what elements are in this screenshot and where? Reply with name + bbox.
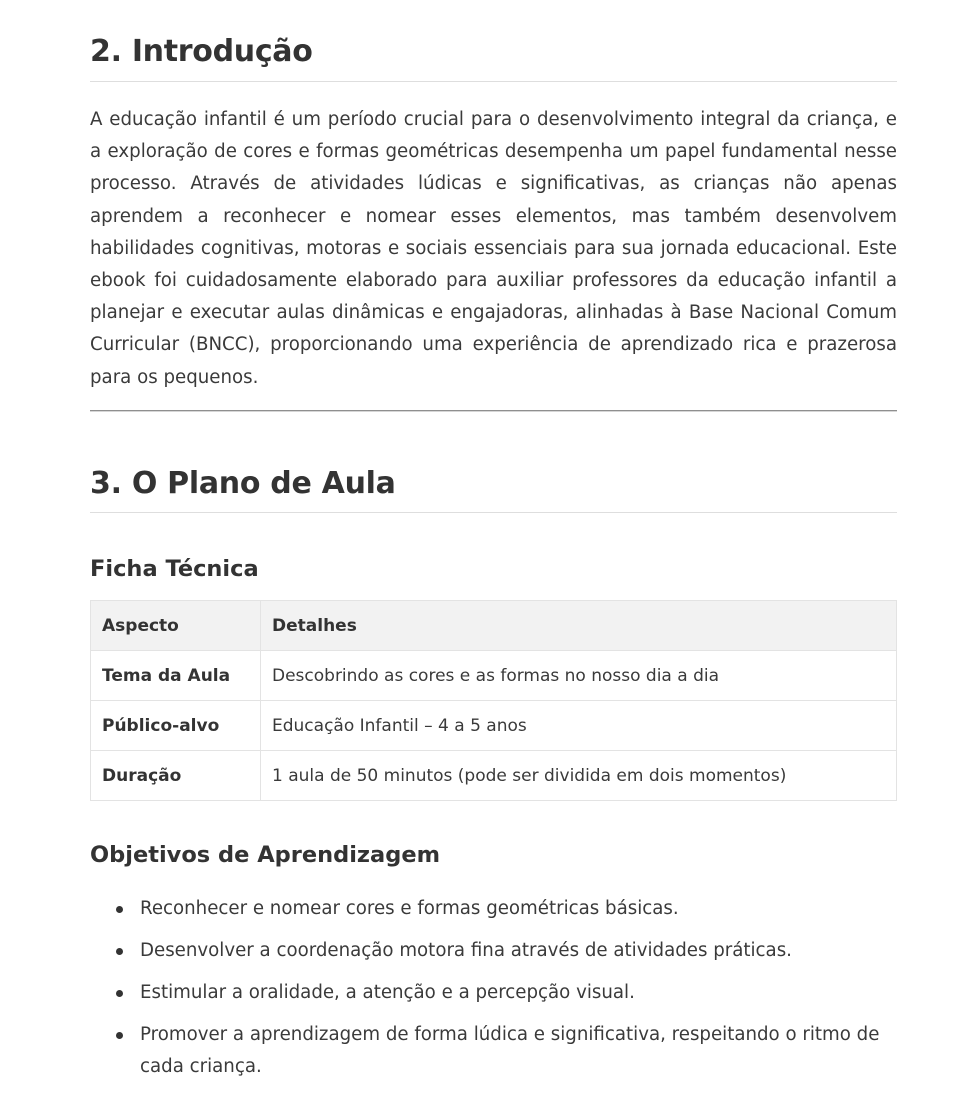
list-item-text: Promover a aprendizagem de forma lúdica e significativa, respeitando o ritmo de cada criança. — [140, 1024, 880, 1077]
column-header-aspecto: Aspecto — [91, 601, 261, 651]
table-row — [91, 651, 897, 701]
bullet-icon — [116, 1032, 123, 1039]
ficha-tecnica-table — [90, 600, 897, 801]
table-row — [91, 701, 897, 751]
row-aspecto: Público-alvo — [91, 701, 261, 751]
intro-paragraph: A educação infantil é um período crucial para o desenvolvimento integral da criança, e a exploração de cores e formas geométricas desempenha um papel fundamental nesse processo. Através de atividades lúdicas e significativas, as crianças não apenas aprendem a reconhecer e nomear esses elementos, mas também desenvolvem habilidades cognitivas, motoras e sociais essenciais para sua jornada educacional. Este ebook foi cuidadosamente elaborado para auxiliar professores da educação infantil a planejar e executar aulas dinâmicas e engajadoras, alinhadas à Base Nacional Comum Curricular (BNCC), proporcionando uma experiência de aprendizado rica e prazerosa para os pequenos. — [90, 109, 897, 388]
row-detalhes: Descobrindo as cores e as formas no nosso dia a dia — [261, 651, 897, 701]
section-heading-plano-de-aula: 3. O Plano de Aula — [90, 466, 396, 501]
heading-underline — [90, 512, 897, 513]
list-item-text: Estimular a oralidade, a atenção e a percepção visual. — [140, 982, 635, 1003]
heading-underline — [90, 81, 897, 82]
bullet-icon — [116, 948, 123, 955]
subheading-objetivos: Objetivos de Aprendizagem — [90, 842, 441, 868]
row-aspecto: Duração — [91, 751, 261, 801]
table-row — [91, 751, 897, 801]
subheading-ficha-tecnica: Ficha Técnica — [90, 556, 259, 582]
list-item — [90, 935, 897, 967]
list-item-text: Desenvolver a coordenação motora fina através de atividades práticas. — [140, 940, 792, 961]
bullet-icon — [116, 906, 123, 913]
list-item-text: Reconhecer e nomear cores e formas geométricas básicas. — [140, 898, 679, 919]
table-header-row — [91, 601, 897, 651]
bullet-icon — [116, 990, 123, 997]
objectives-list — [90, 893, 897, 1093]
list-item — [90, 893, 897, 925]
row-detalhes: 1 aula de 50 minutos (pode ser dividida em dois momentos) — [261, 751, 897, 801]
list-item — [90, 1019, 897, 1083]
row-detalhes: Educação Infantil – 4 a 5 anos — [261, 701, 897, 751]
column-header-detalhes: Detalhes — [261, 601, 897, 651]
section-divider — [90, 410, 897, 412]
list-item — [90, 977, 897, 1009]
section-heading-introducao: 2. Introdução — [90, 34, 313, 69]
row-aspecto: Tema da Aula — [91, 651, 261, 701]
